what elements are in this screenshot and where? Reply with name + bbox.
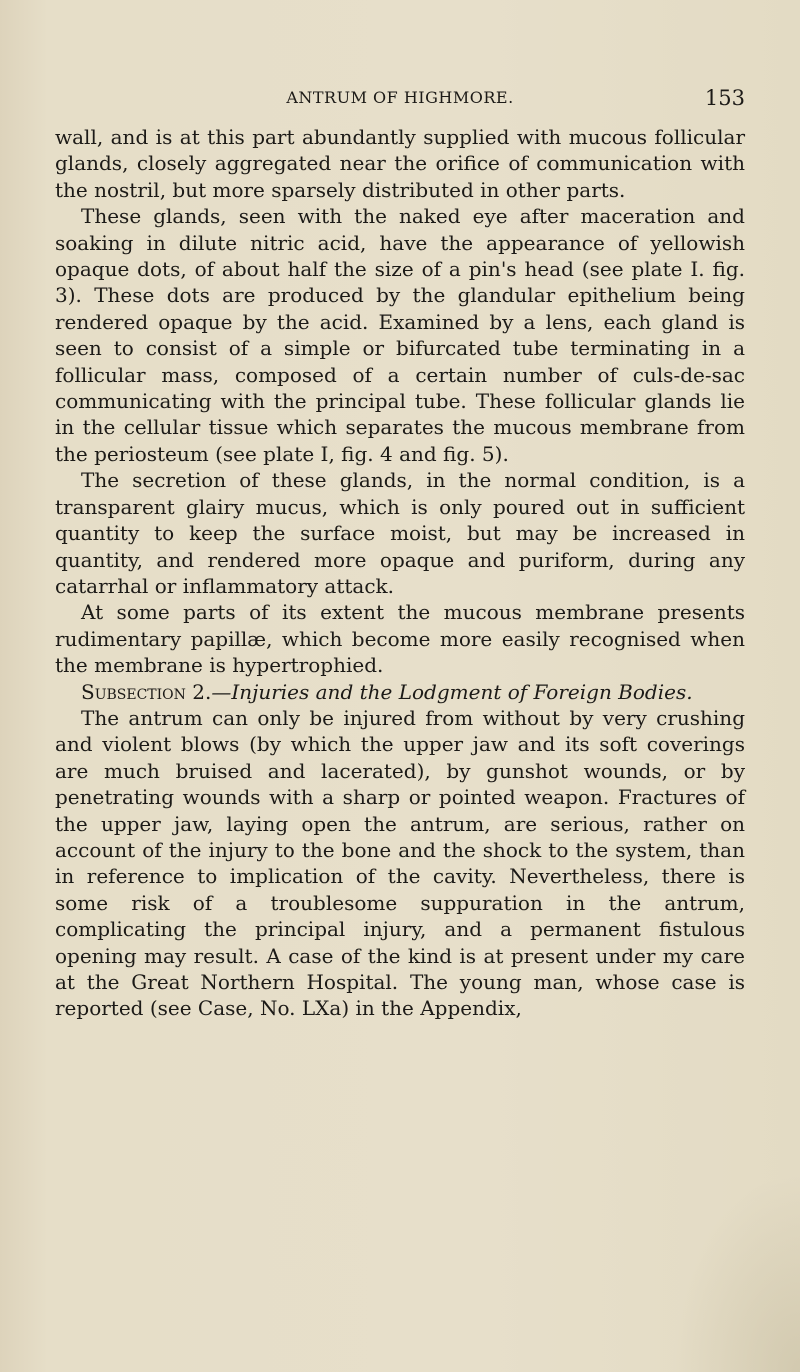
paragraph: The antrum can only be injured from without by very crushing and violent blows (by which the upper jaw and its soft coverings are much bruised and lacerated), by gunshot wounds, or by penetrating wounds with a sharp or pointed weapon. Fractures of the upper jaw, laying open the antrum, are serious, rather on account of the injury to the bone and the shock to the system, than in reference to implication of the cavity. Nevertheless, there is some risk of a troublesome suppuration in the antrum, complicating the principal injury, and a permanent fistulous opening may result. A case of the kind is at present under my care at the Great Northern Hospital. The young man, whose case is reported (see Case, No. LXa) in the Appendix,: [55, 705, 745, 1021]
page-number: 153: [704, 86, 745, 110]
subsection-label: Subsection 2.: [81, 679, 212, 704]
paragraph: These glands, seen with the naked eye after maceration and soaking in dilute nitric acid, have the appearance of yellowish opaque dots, of about half the size of a pin's head (see plate I. fig. 3). These dots are produced by the glandular epithelium being rendered opaque by the acid. Examined by a lens, each gland is seen to consist of a simple or bifurcated tube terminating in a follicular mass, composed of a certain number of culs-de-sac communicating with the principal tube. These follicular glands lie in the cellular tissue which separates the mucous membrane from the periosteum (see plate I, fig. 4 and fig. 5).: [55, 204, 745, 466]
subsection-heading: [55, 679, 745, 705]
paragraph: The secretion of these glands, in the normal condition, is a transparent glairy mucus, which is only poured out in sufficient quantity to keep the surface moist, but may be increased in quantity, and rendered more opaque and puriform, during any catarrhal or inflammatory attack.: [55, 468, 745, 598]
running-head: [55, 88, 745, 112]
running-title: ANTRUM OF HIGHMORE.: [286, 88, 514, 107]
paragraph: At some parts of its extent the mucous membrane presents rudimentary papillæ, which become more easily recognised when the membrane is hypertrophied.: [55, 600, 745, 678]
body-text: [55, 124, 745, 1022]
subsection-title: —Injuries and the Lodgment of Foreign Bodies.: [211, 679, 693, 704]
paragraph: wall, and is at this part abundantly supplied with mucous follicular glands, closely aggregated near the orifice of communication with the nostril, but more sparsely distributed in other parts.: [55, 125, 745, 202]
page-stain: [670, 1172, 800, 1372]
